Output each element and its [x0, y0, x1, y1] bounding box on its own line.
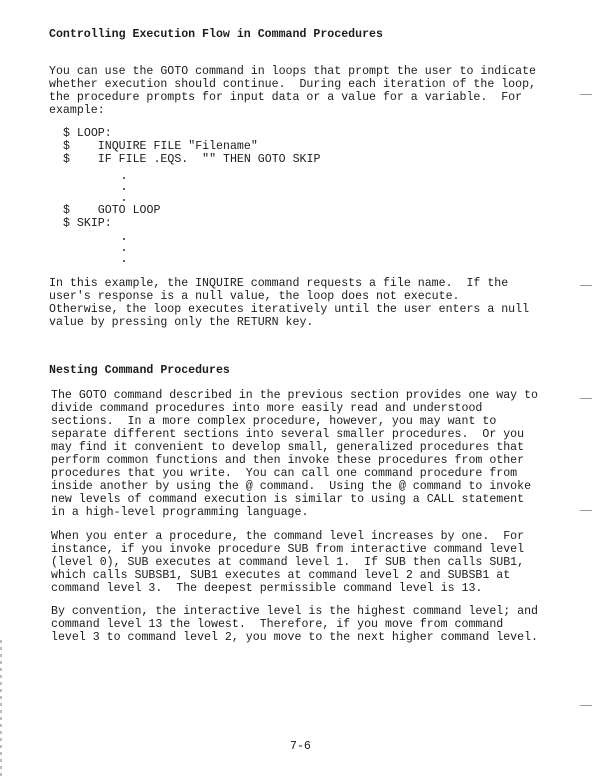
margin-mark [580, 94, 592, 95]
section-heading-controlling-execution: Controlling Execution Flow in Command Procedures [49, 28, 383, 41]
ellipsis-dot [123, 249, 125, 251]
paragraph-line: inside another by using the @ command. Using the @ command to invoke [51, 480, 532, 493]
paragraph-line: command level 13 the lowest. Therefore, if you move from command [51, 618, 504, 631]
code-line: $ GOTO LOOP [63, 204, 161, 217]
code-line: $ LOOP: [63, 127, 112, 140]
paragraph-line: You can use the GOTO command in loops that prompt the user to indicate [49, 65, 537, 78]
paragraph-line: which calls SUBSB1, SUB1 executes at command level 2 and SUBSB1 at [51, 569, 511, 582]
paragraph-line: command level 3. The deepest permissible command level is 13. [51, 582, 483, 595]
ellipsis-dot [123, 177, 125, 179]
section-heading-nesting: Nesting Command Procedures [49, 364, 230, 377]
paragraph-line: separate different sections into several smaller procedures. Or you [51, 428, 525, 441]
paragraph-line: may find it convenient to develop small, generalized procedures that [51, 441, 525, 454]
paragraph-line: value by pressing only the RETURN key. [49, 316, 314, 329]
code-line: $ INQUIRE FILE "Filename" [63, 140, 258, 153]
code-line: $ IF FILE .EQS. "" THEN GOTO SKIP [63, 153, 321, 166]
paragraph-line: When you enter a procedure, the command level increases by one. For [51, 530, 525, 543]
paragraph-line: instance, if you invoke procedure SUB from interactive command level [51, 543, 525, 556]
paragraph-line: divide command procedures into more easily read and understood [51, 402, 483, 415]
paragraph-line: perform common functions and then invoke these procedures from other [51, 454, 525, 467]
scan-edge-marks [0, 640, 2, 780]
paragraph-line: in a high-level programming language. [51, 506, 309, 519]
paragraph-line: By convention, the interactive level is the highest command level; and [51, 605, 539, 618]
ellipsis-dot [123, 188, 125, 190]
ellipsis-dot [123, 238, 125, 240]
paragraph-line: example: [49, 104, 105, 117]
paragraph-line: (level 0), SUB executes at command level 1. If SUB then calls SUB1, [51, 556, 525, 569]
margin-mark [580, 510, 592, 511]
paragraph-line: new levels of command execution is similar to using a CALL statement [51, 493, 525, 506]
ellipsis-dot [123, 199, 125, 201]
margin-mark [580, 285, 592, 286]
paragraph-line: the procedure prompts for input data or a value for a variable. For [49, 91, 523, 104]
margin-mark [580, 398, 592, 399]
paragraph-line: Otherwise, the loop executes iteratively until the user enters a null [49, 303, 530, 316]
margin-mark [580, 705, 592, 706]
paragraph-line: In this example, the INQUIRE command requests a file name. If the [49, 277, 509, 290]
paragraph-line: procedures that you write. You can call one command procedure from [51, 467, 518, 480]
ellipsis-dot [123, 260, 125, 262]
paragraph-line: level 3 to command level 2, you move to the next higher command level. [51, 631, 539, 644]
paragraph-line: The GOTO command described in the previous section provides one way to [51, 389, 539, 402]
page-number: 7-6 [290, 740, 311, 753]
paragraph-line: whether execution should continue. During each iteration of the loop, [49, 78, 537, 91]
paragraph-line: sections. In a more complex procedure, however, you may want to [51, 415, 497, 428]
paragraph-line: user's response is a null value, the loop does not execute. [49, 290, 460, 303]
code-line: $ SKIP: [63, 217, 112, 230]
